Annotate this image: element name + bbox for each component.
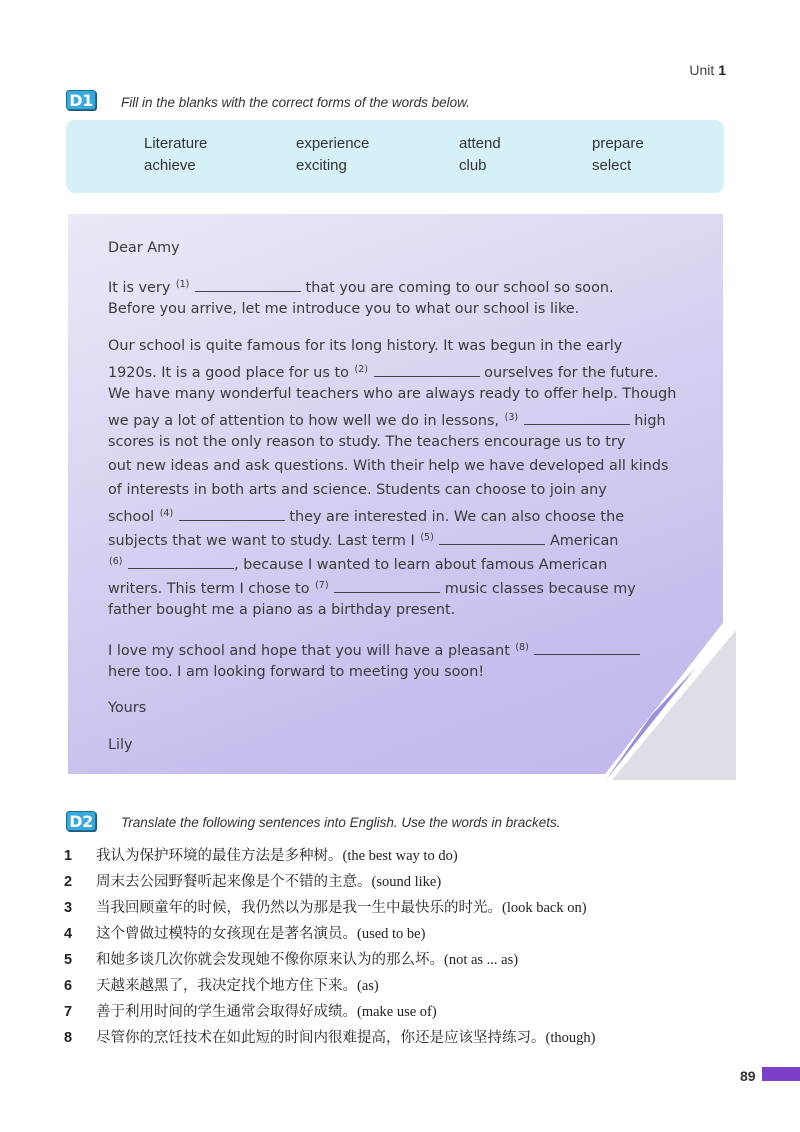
unit-label	[689, 62, 726, 78]
letter-line: We have many wonderful teachers who are always ready to offer help. Though	[108, 386, 677, 402]
translation-item: 5 和她多谈几次你就会发现她不像你原来认为的那么坏。(not as ... as)	[64, 952, 519, 968]
letter-line: scores is not the only reason to study. The teachers encourage us to try	[108, 434, 626, 450]
letter-line: It is very $^{(1)}$ that you are coming to our school so soon.	[108, 279, 614, 296]
blank-1[interactable]	[195, 277, 301, 292]
word-item: experience	[296, 135, 370, 152]
letter-line: out new ideas and ask questions. With their help we have developed all kinds	[108, 458, 669, 474]
d2-instruction: Translate the following sentences into English. Use the words in brackets.	[121, 815, 561, 830]
translation-item: 2 周末去公园野餐听起来像是个不错的主意。(sound like)	[64, 874, 442, 890]
word-item: club	[459, 157, 487, 174]
blank-3[interactable]	[524, 410, 630, 425]
letter-line: we pay a lot of attention to how well we do in lessons, $^{(3)}$ high	[108, 412, 666, 429]
letter-line: Our school is quite famous for its long history. It was begun in the early	[108, 338, 623, 354]
word-item: achieve	[144, 157, 196, 174]
translation-item: 7 善于利用时间的学生通常会取得好成绩。(make use of)	[64, 1004, 437, 1020]
blank-2[interactable]	[374, 362, 480, 377]
letter-greeting: Dear Amy	[108, 240, 180, 256]
letter-line: of interests in both arts and science. Students can choose to join any	[108, 482, 607, 498]
unit-number: 1	[718, 62, 726, 78]
letter-line: here too. I am looking forward to meeting you soon!	[108, 664, 485, 680]
letter-line: school $^{(4)}$ they are interested in. We can also choose the	[108, 508, 625, 525]
blank-4[interactable]	[179, 506, 285, 521]
page-number: 89	[740, 1068, 756, 1084]
letter-closing: Yours	[108, 700, 147, 716]
blank-7[interactable]	[334, 578, 440, 593]
translation-item: 4 这个曾做过模特的女孩现在是著名演员。(used to be)	[64, 926, 426, 942]
d1-badge: D1	[66, 90, 96, 110]
d1-instruction: Fill in the blanks with the correct forms of the words below.	[121, 95, 470, 110]
translation-item: 8 尽管你的烹饪技术在如此短的时间内很难提高，你还是应该坚持练习。(though)	[64, 1030, 596, 1046]
translation-item: 6 天越来越黑了，我决定找个地方住下来。(as)	[64, 978, 379, 994]
blank-5[interactable]	[439, 530, 545, 545]
d2-badge: D2	[66, 811, 96, 831]
translation-item: 3 当我回顾童年的时候，我仍然以为那是我一生中最快乐的时光。(look back on)	[64, 900, 587, 916]
letter-line: $^{(6)}$ , because I wanted to learn about famous American	[109, 556, 608, 573]
word-item: Literature	[144, 135, 208, 152]
blank-6[interactable]	[128, 554, 234, 569]
letter-line: 1920s. It is a good place for us to $^{(2)}$ ourselves for the future.	[108, 364, 659, 381]
word-item: prepare	[592, 135, 644, 152]
letter-line: Before you arrive, let me introduce you to what our school is like.	[108, 301, 580, 317]
letter-line: writers. This term I chose to $^{(7)}$ music classes because my	[108, 580, 636, 597]
letter-line: subjects that we want to study. Last term I $^{(5)}$ American	[108, 532, 619, 549]
word-item: exciting	[296, 157, 347, 174]
blank-8[interactable]	[534, 640, 640, 655]
unit-text: Unit	[689, 62, 715, 78]
translation-item: 1 我认为保护环境的最佳方法是多种树。(the best way to do)	[64, 848, 458, 864]
letter-line: I love my school and hope that you will have a pleasant $^{(8)}$	[108, 636, 640, 663]
word-item: attend	[459, 135, 501, 152]
page-number-bar	[762, 1067, 800, 1081]
letter-line: father bought me a piano as a birthday present.	[108, 602, 456, 618]
word-item: select	[592, 157, 632, 174]
letter-signature: Lily	[108, 737, 133, 753]
